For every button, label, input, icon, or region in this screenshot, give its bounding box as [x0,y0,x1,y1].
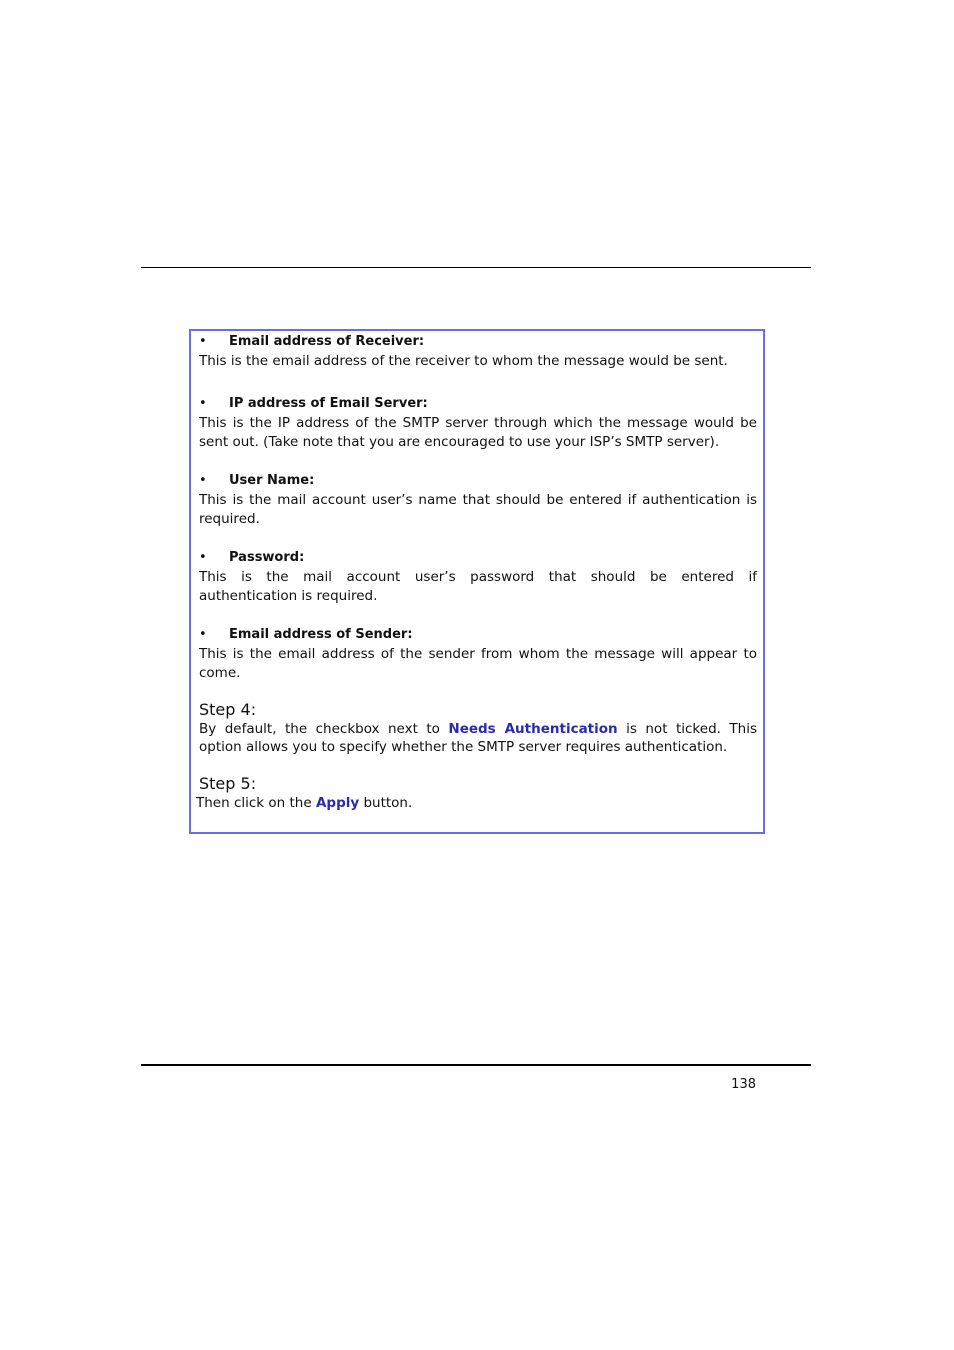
section-heading [199,395,757,413]
section-password [199,549,757,606]
step-5-heading: Step 5: [199,774,257,793]
needs-authentication-label: Needs Authentication [448,721,618,737]
bullet-icon: • [199,334,207,349]
section-description: This is the IP address of the SMTP server through which the message would be sent out. (Take note that you are encouraged to use your ISP’s SMTP server). [199,415,757,450]
section-heading [199,626,757,644]
footer-rule [141,1064,811,1066]
section-heading [199,549,757,567]
bullet-icon: • [199,396,207,411]
section-heading [199,333,757,351]
heading-text: IP address of Email Server: [229,396,428,411]
section-heading [199,472,757,490]
heading-text: Password: [229,550,305,565]
bullet-icon: • [199,473,207,488]
step-4-heading: Step 4: [199,700,257,719]
content-box [189,329,765,834]
step-4-text-before: By default, the checkbox next to [199,721,449,737]
section-description-line-1: This is the mail account user’s password that should be entered if [199,569,757,585]
step-4 [199,700,757,756]
header-rule [141,267,811,268]
heading-text: User Name: [229,473,315,488]
step-5-text [196,794,754,813]
step-5-text-before: Then click on the [196,795,316,811]
page-number: 138 [731,1077,756,1092]
step-5 [196,774,754,813]
section-description: This is the email address of the sender from whom the message will appear to come. [199,646,757,681]
section-description-line-2: authentication is required. [199,588,378,604]
step-4-text [199,720,757,756]
step-4-text-after: is not ticked. This option allows you to specify whether the SMTP server requires authentication. [199,721,757,755]
heading-text: Email address of Sender: [229,627,413,642]
section-sender [199,626,757,683]
section-description: This is the mail account user’s name that should be entered if authentication is required. [199,492,757,527]
bullet-icon: • [199,627,207,642]
step-5-text-after: button. [359,795,413,811]
section-email-server [199,395,757,452]
section-receiver [199,333,757,371]
bullet-icon: • [199,550,207,565]
section-description: This is the email address of the receiver to whom the message would be sent. [199,353,728,369]
heading-text: Email address of Receiver: [229,334,425,349]
section-user-name [199,472,757,529]
apply-label: Apply [315,795,360,811]
